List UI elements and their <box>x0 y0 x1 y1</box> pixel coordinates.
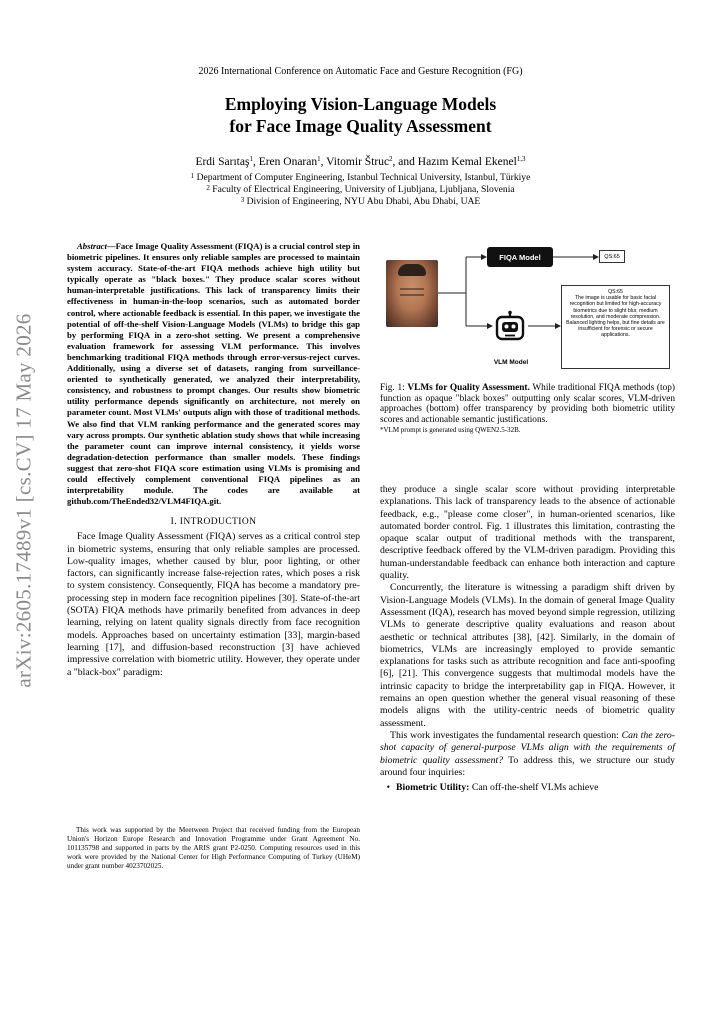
list-item <box>380 782 675 794</box>
caption-note: *VLM prompt is generated using QWEN2.5-32B. <box>380 426 521 435</box>
affiliation-line: $^2$ Faculty of Electrical Engineering, University of Ljubljana, Ljubljana, Slovenia <box>206 183 515 195</box>
author-name: Vitomir Štruc <box>326 156 390 168</box>
title-line-2: for Face Image Quality Assessment <box>229 116 492 136</box>
author-name: Hazım Kemal Ekenel <box>417 156 517 168</box>
vlm-output-text: The image is usable for basic facial recognition but limited for high-accuracy biometrics due to slight blur, medium resolution, and moderate compression. Balanced lighting helps, but fine details are insufficient for forensic or secure applications. <box>566 295 665 339</box>
abstract-label: Abstract— <box>77 241 116 251</box>
author-list: Erdi Sarıtaş$^1$, Eren Onaran$^1$, Vitomir Štruc$^2$, and Hazım Kemal Ekenel$^{1,3}$ <box>195 155 526 168</box>
arxiv-identifier <box>4 290 44 710</box>
affiliation-line: $^3$ Division of Engineering, NYU Abu Dhabi, Abu Dhabi, UAE <box>240 195 481 207</box>
arrowhead <box>487 323 493 329</box>
author-affil-sup: 2 <box>389 155 393 163</box>
list-item-text: Biometric Utility: Can off-the-shelf VLMs achieve <box>396 782 599 794</box>
section-heading-introduction: I. INTRODUCTION <box>170 517 257 528</box>
body-paragraph: they produce a single scalar score without providing interpretable explanations. This lack of transparency leads to the absence of actionable feedback, e.g., "please come closer", in human-oriented scenarios, like automated border control. Fig. 1 illustrates this limitation, contrasting the opaque scalar output of traditional methods with the transparent, descriptive feedback offered by the VLM-driven paradigm. Providing this human-understandable feedback can enhance both interaction and capture quality. <box>380 484 675 582</box>
author-affil-sup: 1 <box>249 155 253 163</box>
funding-footnote: This work was supported by the Meetween Project that received funding from the European Union's Horizon Europe Research and Innovation Programme under Grant Agreement No. 101135798 and supported in parts by the ARIS grant P2-0250. Computing resources used in this work were provided by the National Center for High Performance Computing of Turkey (UHeM) under grant number 4023702025. <box>67 826 360 870</box>
caption-title: VLMs for Quality Assessment. <box>407 383 530 393</box>
intro-paragraph: Face Image Quality Assessment (FIQA) serves as a critical control step in biometric systems, ensuring that only reliable samples are processed. Low-quality images, whether caused by blur, poor lighting, or other factors, can significantly increase false-rejection rates, which poses a risk to system consistency. Consequently, FIQA has become a mandatory pre-processing step in modern face recognition pipelines [30]. State-of-the-art (SOTA) FIQA methods have primarily benefited from advances in deep learning, relying on latent quality signals directly from face recognition models. Approaches based on uncertainty estimation [33], margin-based learning [17], and diffusion-based reconstruction [3] have achieved impressive correlation with biometric utility. However, they operate under a "black-box" paradigm: <box>67 531 360 678</box>
arxiv-id-text: arXiv:2605.17489v1 [cs.CV] 17 May 2026 <box>11 312 36 688</box>
right-column <box>380 241 675 434</box>
title-line-1: Employing Vision-Language Models <box>224 94 497 114</box>
right-column-text <box>380 484 675 794</box>
affiliation-line: $^1$ Department of Computer Engineering, Istanbul Technical University, Istanbul, Türkiye <box>190 172 531 183</box>
abstract <box>67 241 360 507</box>
figure-1 <box>380 241 675 381</box>
author-affil-sup: 1 <box>317 155 321 163</box>
face-photo-image <box>386 260 438 327</box>
body-paragraph: Concurrently, the literature is witnessing a paradigm shift driven by Vision-Language Models (VLMs). In the domain of general Image Quality Assessment (IQA), research has moved beyond simple regression, utilizing VLMs to generate descriptive quality evaluations and reason about aesthetic or technical attributes [38], [42]. Similarly, in the domain of biometrics, VLMs are increasingly employed to provide semantic explanations for tasks such as attribute recognition and face anti-spoofing [6], [21]. This convergence suggests that multimodal models have the intrinsic capacity to bridge the interpretability gap in FIQA. However, it remains an open question whether the general visual reasoning of these models aligns with the utility-centric needs of biometric quality assessment. <box>380 582 675 729</box>
author-name: Erdi Sarıtaş <box>195 156 250 168</box>
affiliation-list <box>0 172 721 207</box>
research-question-paragraph: This work investigates the fundamental research question: Can the zero-shot capacity of general-purpose VLMs align with the requirements of biometric quality assessment? To address this, we structure our study around four inquiries: <box>380 729 676 778</box>
author-name: Eren Onaran <box>258 156 318 168</box>
bullet-icon: • <box>386 782 390 794</box>
paper-title <box>0 93 721 137</box>
abstract-text: Face Image Quality Assessment (FIQA) is a crucial control step in biometric pipelines. It ensures only reliable samples are processed to maintain system accuracy. State-of-the-art FIQA methods achieve high utility but typically operate as "black boxes." They produce scalar scores without human-interpretable justifications. This lack of transparency limits their effectiveness in human-in-the-loop scenarios, such as automated border control, where actionable feedback is essential. In this paper, we investigate the potential of off-the-shelf Vision-Language Models (VLMs) to bridge this gap by performing FIQA in a zero-shot setting. We present a comprehensive evaluation framework for assessing VLM performance. This involves benchmarking traditional FIQA methods through error-versus-reject curves. Additionally, using a diverse set of datasets, ranging from surveillance-oriented to synthetically generated, we analyzed their interpretability, consistency, and robustness to prompt changes. Our results show biometric utility performance depends significantly on architecture, not merely on parameter count. Most VLMs' outputs align with those of traditional methods. We also find that VLM ranking performance and the generated scores may vary across prompts. Our synthetic ablation study shows that while increasing the parameter count can improve internal consistency, it yields worse degradation-detection performance than smaller models. These findings suggest that zero-shot FIQA score estimation using VLMs is promising and could effectively complement conventional FIQA pipelines as an interpretability module. The codes are available at github.com/TheEnded32/VLM4FIQA.git. <box>67 241 360 507</box>
figure-caption <box>380 383 675 425</box>
vlm-output-score: QS:65 <box>608 289 623 295</box>
robot-icon <box>494 310 526 342</box>
caption-label: Fig. 1: <box>380 383 408 393</box>
vlm-model-label: VLM Model <box>493 359 529 366</box>
left-column <box>67 241 360 679</box>
vlm-output-box <box>561 285 670 369</box>
caption-text: While traditional FIQA methods (top) function as opaque "black boxes" outputting only scalar scores, VLM-driven approaches (bottom) offer transparency by providing both biometric utility scores and actionable semantic justifications. <box>380 383 675 425</box>
fiqa-model-box: FIQA Model <box>487 247 553 267</box>
research-question: Can the zero-shot capacity of general-purpose VLMs align with the requirements of biometric quality assessment? <box>380 729 675 766</box>
author-affil-sup: 1,3 <box>516 155 526 163</box>
fiqa-score-box: QS:65 <box>599 250 625 263</box>
conference-header: 2026 International Conference on Automatic Face and Gesture Recognition (FG) <box>198 66 523 77</box>
